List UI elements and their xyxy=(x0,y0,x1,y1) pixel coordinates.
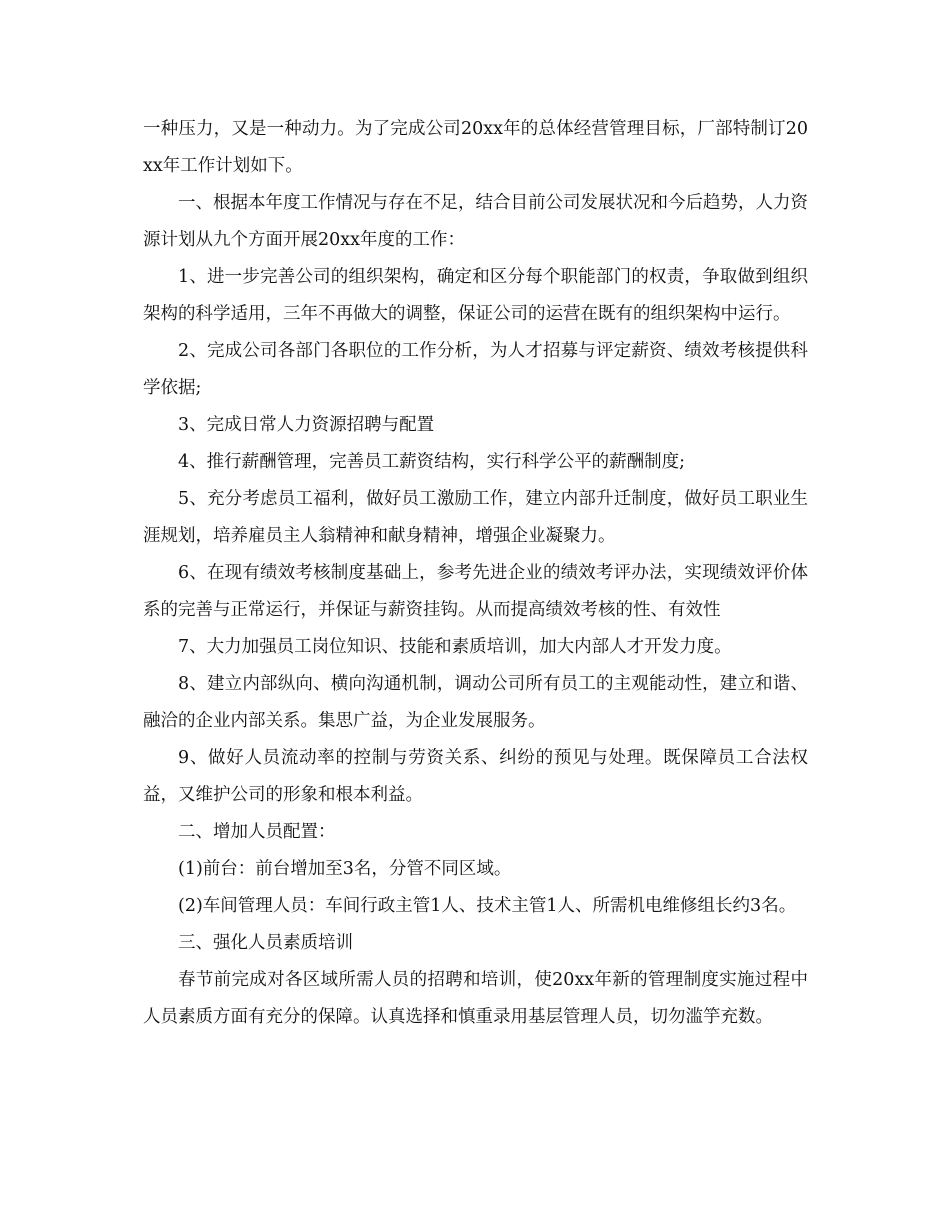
section-3-heading: 三、强化人员素质培训 xyxy=(178,933,353,953)
plan-item-7: 7、大力加强员工岗位知识、技能和素质培训，加大内部人才开发力度。 xyxy=(178,637,732,657)
plan-item-5: 5、充分考虑员工福利，做好员工激励工作，建立内部升迁制度，做好员工职业生涯规划，培养雇员主人翁精神和献身精神，增强企业凝聚力。 xyxy=(143,489,808,546)
staffing-item-1: (1)前台：前台增加至3名，分管不同区域。 xyxy=(178,859,512,879)
section-2-heading: 二、增加人员配置： xyxy=(178,822,336,842)
plan-item-6: 6、在现有绩效考核制度基础上，参考先进企业的绩效考评办法，实现绩效评价体系的完善与正常运行，并保证与薪资挂钩。从而提高绩效考核的性、有效性 xyxy=(143,563,808,620)
intro-paragraph: 一种压力，又是一种动力。为了完成公司20xx年的总体经营管理目标，厂部特制订20xx年工作计划如下。 xyxy=(143,119,808,176)
document-body xyxy=(143,111,808,1036)
section-1-heading: 一、根据本年度工作情况与存在不足，结合目前公司发展状况和今后趋势，人力资源计划从九个方面开展20xx年度的工作： xyxy=(143,193,808,250)
staffing-item-2: (2)车间管理人员：车间行政主管1人、技术主管1人、所需机电维修组长约3名。 xyxy=(178,896,797,916)
plan-item-3: 3、完成日常人力资源招聘与配置 xyxy=(178,415,435,435)
plan-item-4: 4、推行薪酬管理，完善员工薪资结构，实行科学公平的薪酬制度; xyxy=(178,452,686,472)
plan-item-9: 9、做好人员流动率的控制与劳资关系、纠纷的预见与处理。既保障员工合法权益，又维护公司的形象和根本利益。 xyxy=(143,748,808,805)
plan-item-1: 1、进一步完善公司的组织架构，确定和区分每个职能部门的权责，争取做到组织架构的科学适用，三年不再做大的调整，保证公司的运营在既有的组织架构中运行。 xyxy=(143,267,808,324)
training-paragraph: 春节前完成对各区域所需人员的招聘和培训，使20xx年新的管理制度实施过程中人员素质方面有充分的保障。认真选择和慎重录用基层管理人员，切勿滥竽充数。 xyxy=(143,970,808,1027)
plan-item-2: 2、完成公司各部门各职位的工作分析，为人才招募与评定薪资、绩效考核提供科学依据; xyxy=(143,341,808,398)
plan-item-8: 8、建立内部纵向、横向沟通机制，调动公司所有员工的主观能动性，建立和谐、融洽的企业内部关系。集思广益，为企业发展服务。 xyxy=(143,674,808,731)
